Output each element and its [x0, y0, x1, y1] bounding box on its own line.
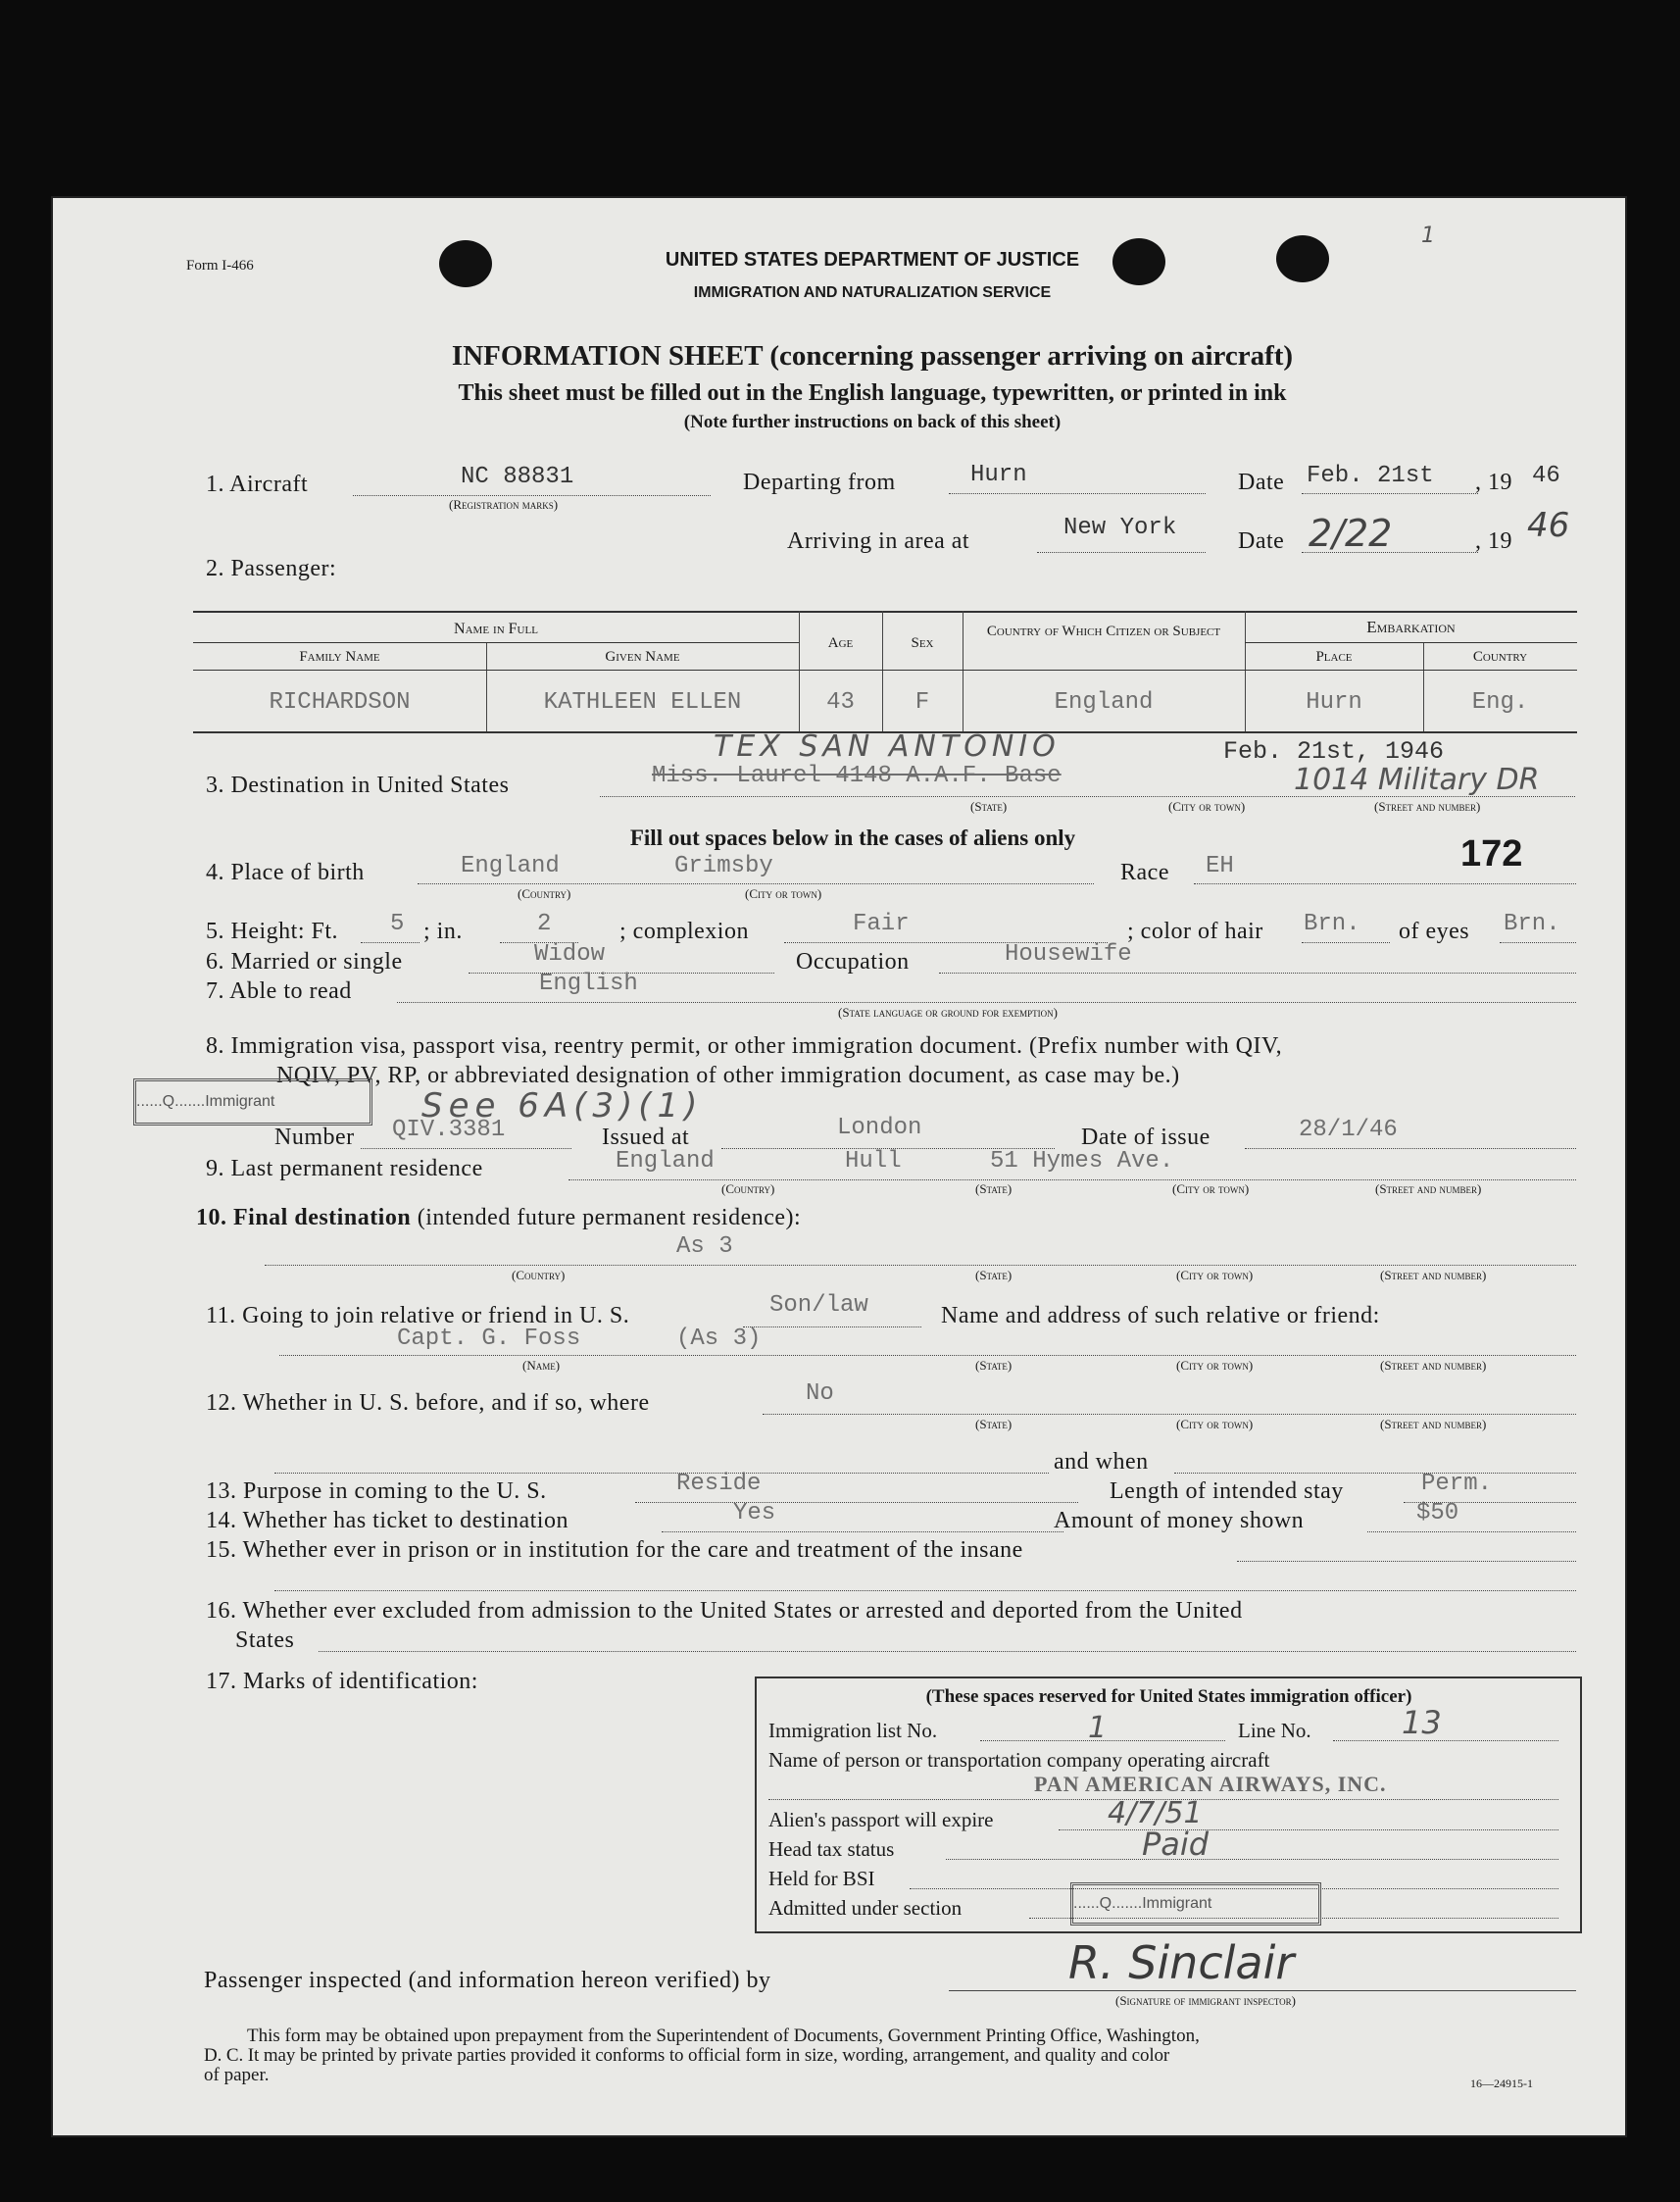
prison-label: 15. Whether ever in prison or in institution for the care and treatment of the insane: [206, 1537, 1023, 1563]
issued-at-label: Issued at: [602, 1125, 690, 1150]
final-country-caption: (Country): [512, 1268, 566, 1282]
punch-hole-center: [1112, 238, 1165, 285]
document-number: QIV.3381: [392, 1117, 506, 1143]
dest-street-caption: (Street and number): [1374, 799, 1481, 814]
departing-value: Hurn: [970, 462, 1027, 488]
stay-label: Length of intended stay: [1110, 1478, 1344, 1504]
sex-header: Sex: [911, 635, 934, 651]
year-prefix: , 19: [1475, 470, 1512, 495]
document-handwritten: See 6A(3)(1): [421, 1086, 704, 1126]
res-country-caption: (Country): [721, 1181, 775, 1196]
registration-caption: (Registration marks): [449, 497, 559, 512]
headtax-label: Head tax status: [768, 1837, 895, 1861]
punch-hole-right: [1276, 235, 1329, 282]
marital-label: 6. Married or single: [206, 949, 403, 975]
destination-typed-struck: Miss. Laurel 4148 A.A.F. Base: [652, 763, 1062, 789]
complexion-label: ; complexion: [619, 919, 749, 944]
race-label: Race: [1120, 860, 1169, 885]
birth-city: Grimsby: [674, 853, 773, 879]
birth-country: England: [461, 853, 560, 879]
footer-code: 16—24915-1: [1470, 2077, 1533, 2090]
admitted-label: Admitted under section: [768, 1896, 963, 1920]
immigrant-stamp: ......Q.......Immigrant: [133, 1078, 372, 1126]
form-number: Form I-466: [186, 258, 254, 274]
year-value: 46: [1532, 463, 1560, 489]
destination-stamp-date: Feb. 21st, 1946: [1223, 737, 1445, 766]
destination-street-handwritten: 1014 Military DR: [1294, 763, 1540, 797]
country-header: Country: [1472, 649, 1528, 665]
prev-street-caption: (Street and number): [1380, 1417, 1487, 1431]
list-no-label: Immigration list No.: [768, 1719, 938, 1742]
height-ft: 5: [390, 911, 405, 937]
residence-country: England: [616, 1148, 715, 1175]
arrival-year-value: 46: [1527, 506, 1570, 545]
line-no-label: Line No.: [1238, 1719, 1311, 1742]
admitted-stamp: ......Q.......Immigrant: [1070, 1882, 1321, 1926]
arriving-label: Arriving in area at: [787, 528, 970, 554]
birth-city-caption: (City or town): [745, 886, 822, 901]
able-to-read-value: English: [539, 971, 638, 997]
arriving-value: New York: [1063, 515, 1177, 541]
birth-country-caption: (Country): [518, 886, 571, 901]
read-caption: (State language or ground for exemption): [838, 1005, 1058, 1020]
passport-label: Alien's passport will expire: [768, 1808, 994, 1831]
issue-date-value: 28/1/46: [1299, 1117, 1398, 1143]
purpose-label: 13. Purpose in coming to the U. S.: [206, 1478, 547, 1504]
rel-city-caption: (City or town): [1176, 1358, 1254, 1373]
arrival-date-label: Date: [1238, 528, 1285, 554]
final-street-caption: (Street and number): [1380, 1268, 1487, 1282]
inspected-label: Passenger inspected (and information hereon verified) by: [204, 1968, 771, 1993]
document-label-2: NQIV, PV, RP, or abbreviated designation of other immigration document, as case may be.): [276, 1063, 1180, 1088]
residence-street: 51 Hymes Ave.: [990, 1148, 1174, 1175]
occupation-value: Housewife: [1005, 941, 1132, 968]
money-label: Amount of money shown: [1054, 1508, 1305, 1533]
sex-cell: F: [914, 689, 930, 716]
family-name-cell: RICHARDSON: [269, 689, 411, 716]
race-value: EH: [1206, 853, 1234, 879]
footer-line-1: This form may be obtained upon prepayment from the Superintendent of Documents, Government Printing Office, Washington,: [247, 2026, 1200, 2046]
agency-name: UNITED STATES DEPARTMENT OF JUSTICE: [665, 249, 1080, 271]
eyes-value: Brn.: [1504, 911, 1560, 937]
aircraft-value: NC 88831: [461, 464, 574, 490]
country-cell: Eng.: [1471, 689, 1529, 716]
excluded-label-1: 16. Whether ever excluded from admission to the United States or arrested and deported from the United: [206, 1598, 1243, 1624]
marital-value: Widow: [534, 941, 606, 968]
complexion-value: Fair: [853, 911, 910, 937]
operator-label: Name of person or transportation company operating aircraft: [768, 1748, 1270, 1772]
date-value: Feb. 21st: [1307, 463, 1434, 489]
ticket-label: 14. Whether has ticket to destination: [206, 1508, 568, 1533]
citizen-cell: England: [1054, 689, 1154, 716]
embarkation-header: Embarkation: [1366, 618, 1456, 636]
and-when-label: and when: [1054, 1449, 1149, 1475]
bsi-label: Held for BSI: [768, 1867, 875, 1890]
final-destination-label-rest: (intended future permanent residence):: [417, 1205, 802, 1230]
relative-name-value: Capt. G. Foss: [397, 1326, 581, 1352]
departing-label: Departing from: [743, 470, 896, 495]
join-relative-label: 11. Going to join relative or friend in U. S.: [206, 1303, 630, 1328]
prev-city-caption: (City or town): [1176, 1417, 1254, 1431]
destination-label: 3. Destination in United States: [206, 773, 510, 798]
page-title: INFORMATION SHEET (concerning passenger arriving on aircraft): [451, 340, 1294, 372]
signature-caption: (Signature of immigrant inspector): [1115, 1993, 1296, 2008]
rel-state-caption: (State): [975, 1358, 1013, 1373]
final-state-caption: (State): [975, 1268, 1013, 1282]
corner-mark: 1: [1421, 224, 1435, 248]
family-name-header: Family Name: [299, 649, 380, 665]
hair-label: ; color of hair: [1127, 919, 1263, 944]
birthplace-label: 4. Place of birth: [206, 860, 365, 885]
officer-box-heading: (These spaces reserved for United States immigration officer): [925, 1686, 1412, 1707]
date-label: Date: [1238, 470, 1285, 495]
race-code: 172: [1460, 833, 1523, 875]
destination-handwritten: TEX SAN ANTONIO: [714, 729, 1061, 764]
citizen-header: Country of Which Citizen or Subject: [986, 624, 1221, 639]
place-header: Place: [1315, 649, 1353, 665]
stay-value: Perm.: [1421, 1471, 1493, 1497]
money-value: $50: [1416, 1500, 1459, 1526]
prev-state-caption: (State): [975, 1417, 1013, 1431]
passport-value: 4/7/51: [1108, 1796, 1203, 1830]
residence-label: 9. Last permanent residence: [206, 1156, 483, 1181]
footer-line-2: D. C. It may be printed by private parties provided it conforms to official form in size, wording, arrangement, and quality and color: [204, 2045, 1170, 2066]
place-cell: Hurn: [1306, 689, 1362, 716]
given-name-header: Given Name: [605, 649, 680, 665]
dest-city-caption: (City or town): [1168, 799, 1246, 814]
occupation-label: Occupation: [796, 949, 910, 975]
final-destination-value: As 3: [676, 1233, 733, 1260]
instructions-note: (Note further instructions on back of this sheet): [683, 412, 1062, 432]
arrival-date-value: 2/22: [1309, 512, 1393, 555]
ticket-value: Yes: [733, 1500, 776, 1526]
list-no-value: 1: [1088, 1711, 1108, 1745]
height-label: 5. Height: Ft.: [206, 919, 339, 944]
operator-stamp: PAN AMERICAN AIRWAYS, INC.: [1034, 1772, 1387, 1796]
res-street-caption: (Street and number): [1375, 1181, 1482, 1196]
final-destination-label-main: 10. Final destination: [196, 1205, 412, 1230]
able-to-read-label: 7. Able to read: [206, 978, 352, 1004]
height-in-label: ; in.: [423, 919, 463, 944]
dest-state-caption: (State): [970, 799, 1008, 814]
excluded-label-2: States: [235, 1627, 295, 1653]
name-in-full-header: Name in Full: [454, 621, 538, 637]
instructions: This sheet must be filled out in the English language, typewritten, or printed in ink: [458, 380, 1287, 406]
purpose-value: Reside: [676, 1471, 762, 1497]
hair-value: Brn.: [1304, 911, 1360, 937]
passenger-label: 2. Passenger:: [206, 556, 337, 581]
arrival-year-prefix: , 19: [1475, 528, 1512, 554]
relative-address-value: (As 3): [676, 1326, 762, 1352]
age-cell: 43: [826, 689, 855, 716]
given-name-cell: KATHLEEN ELLEN: [543, 689, 742, 716]
previous-us-value: No: [806, 1380, 834, 1407]
issue-date-label: Date of issue: [1081, 1125, 1211, 1150]
relative-name-label: Name and address of such relative or friend:: [941, 1303, 1380, 1328]
res-city-caption: (City or town): [1172, 1181, 1250, 1196]
service-name: IMMIGRATION AND NATURALIZATION SERVICE: [693, 284, 1052, 301]
age-header: Age: [827, 635, 854, 651]
residence-state: Hull: [845, 1148, 902, 1175]
issued-at-value: London: [837, 1115, 922, 1141]
inspector-signature: R. Sinclair: [1068, 1936, 1295, 1989]
punch-hole-left: [439, 240, 492, 287]
previous-us-label: 12. Whether in U. S. before, and if so, where: [206, 1390, 650, 1416]
rel-name-caption: (Name): [522, 1358, 561, 1373]
aircraft-label: 1. Aircraft: [206, 472, 309, 497]
aliens-heading: Fill out spaces below in the cases of aliens only: [629, 826, 1076, 850]
line-no-value: 13: [1402, 1704, 1442, 1741]
height-in: 2: [537, 911, 552, 937]
eyes-label: of eyes: [1399, 919, 1470, 944]
marks-label: 17. Marks of identification:: [206, 1669, 478, 1694]
document-label-1: 8. Immigration visa, passport visa, reentry permit, or other immigration document. (Prefix number with QIV,: [206, 1033, 1283, 1059]
headtax-value: Paid: [1142, 1826, 1210, 1863]
footer-line-3: of paper.: [204, 2065, 270, 2085]
document-number-label: Number: [274, 1125, 355, 1150]
relation-value: Son/law: [769, 1292, 868, 1319]
final-destination-label: [196, 1205, 801, 1231]
final-city-caption: (City or town): [1176, 1268, 1254, 1282]
res-state-caption: (State): [975, 1181, 1013, 1196]
rel-street-caption: (Street and number): [1380, 1358, 1487, 1373]
